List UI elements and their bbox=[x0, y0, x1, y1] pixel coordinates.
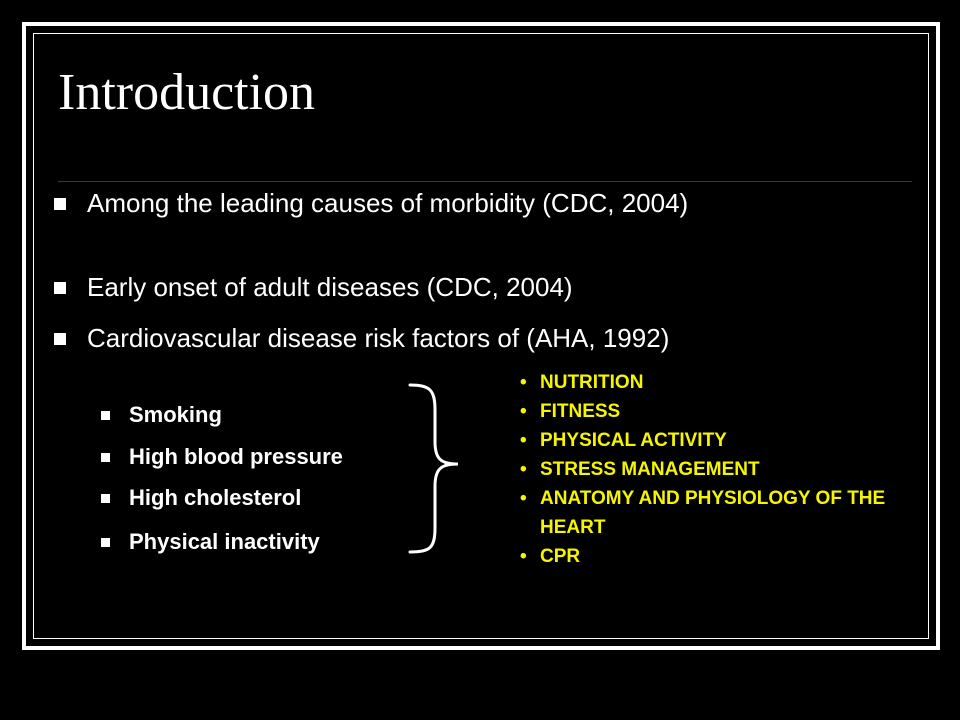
topic-text: ANATOMY AND PHYSIOLOGY OF THE HEART bbox=[540, 488, 886, 538]
topic-item bbox=[520, 426, 900, 455]
risk-factor-text: High cholesterol bbox=[129, 485, 302, 510]
small-square-bullet-icon bbox=[101, 494, 110, 503]
dot-bullet-icon: • bbox=[520, 372, 527, 393]
topics-list bbox=[520, 368, 900, 571]
risk-factor-text: Smoking bbox=[129, 402, 222, 427]
topic-text: STRESS MANAGEMENT bbox=[540, 459, 760, 480]
risk-factor-text: Physical inactivity bbox=[129, 529, 320, 554]
bullet-text: Early onset of adult diseases (CDC, 2004) bbox=[87, 272, 573, 302]
dot-bullet-icon: • bbox=[520, 430, 527, 451]
bullet-morbidity bbox=[87, 186, 727, 220]
square-bullet-icon bbox=[54, 282, 66, 294]
topic-item bbox=[520, 542, 900, 571]
dot-bullet-icon: • bbox=[520, 459, 527, 480]
topic-item bbox=[520, 368, 900, 397]
risk-factor-item bbox=[129, 401, 222, 429]
small-square-bullet-icon bbox=[101, 453, 110, 462]
risk-factor-item bbox=[129, 484, 301, 512]
dot-bullet-icon: • bbox=[520, 488, 527, 509]
bullet-risk-factors bbox=[87, 321, 727, 355]
topic-item bbox=[520, 397, 900, 426]
title-divider bbox=[58, 181, 912, 182]
topic-item bbox=[520, 484, 900, 542]
topic-text: FITNESS bbox=[540, 401, 621, 422]
bullet-text: Among the leading causes of morbidity (CDC, 2004) bbox=[87, 188, 689, 218]
slide-title: Introduction bbox=[58, 64, 316, 121]
dot-bullet-icon: • bbox=[520, 401, 527, 422]
topic-text: PHYSICAL ACTIVITY bbox=[540, 430, 727, 451]
risk-factor-item bbox=[129, 528, 320, 556]
topic-text: CPR bbox=[540, 546, 581, 567]
topic-item bbox=[520, 455, 900, 484]
bullet-early-onset bbox=[87, 270, 727, 304]
bullet-text: Cardiovascular disease risk factors of (AHA, 1992) bbox=[87, 323, 670, 353]
square-bullet-icon bbox=[54, 333, 66, 345]
small-square-bullet-icon bbox=[101, 538, 110, 547]
dot-bullet-icon: • bbox=[520, 546, 527, 567]
risk-factor-item bbox=[129, 443, 343, 471]
topic-text: NUTRITION bbox=[540, 372, 644, 393]
small-square-bullet-icon bbox=[101, 411, 110, 420]
square-bullet-icon bbox=[54, 198, 66, 210]
risk-factor-text: High blood pressure bbox=[129, 444, 343, 469]
right-brace-icon bbox=[400, 380, 470, 560]
